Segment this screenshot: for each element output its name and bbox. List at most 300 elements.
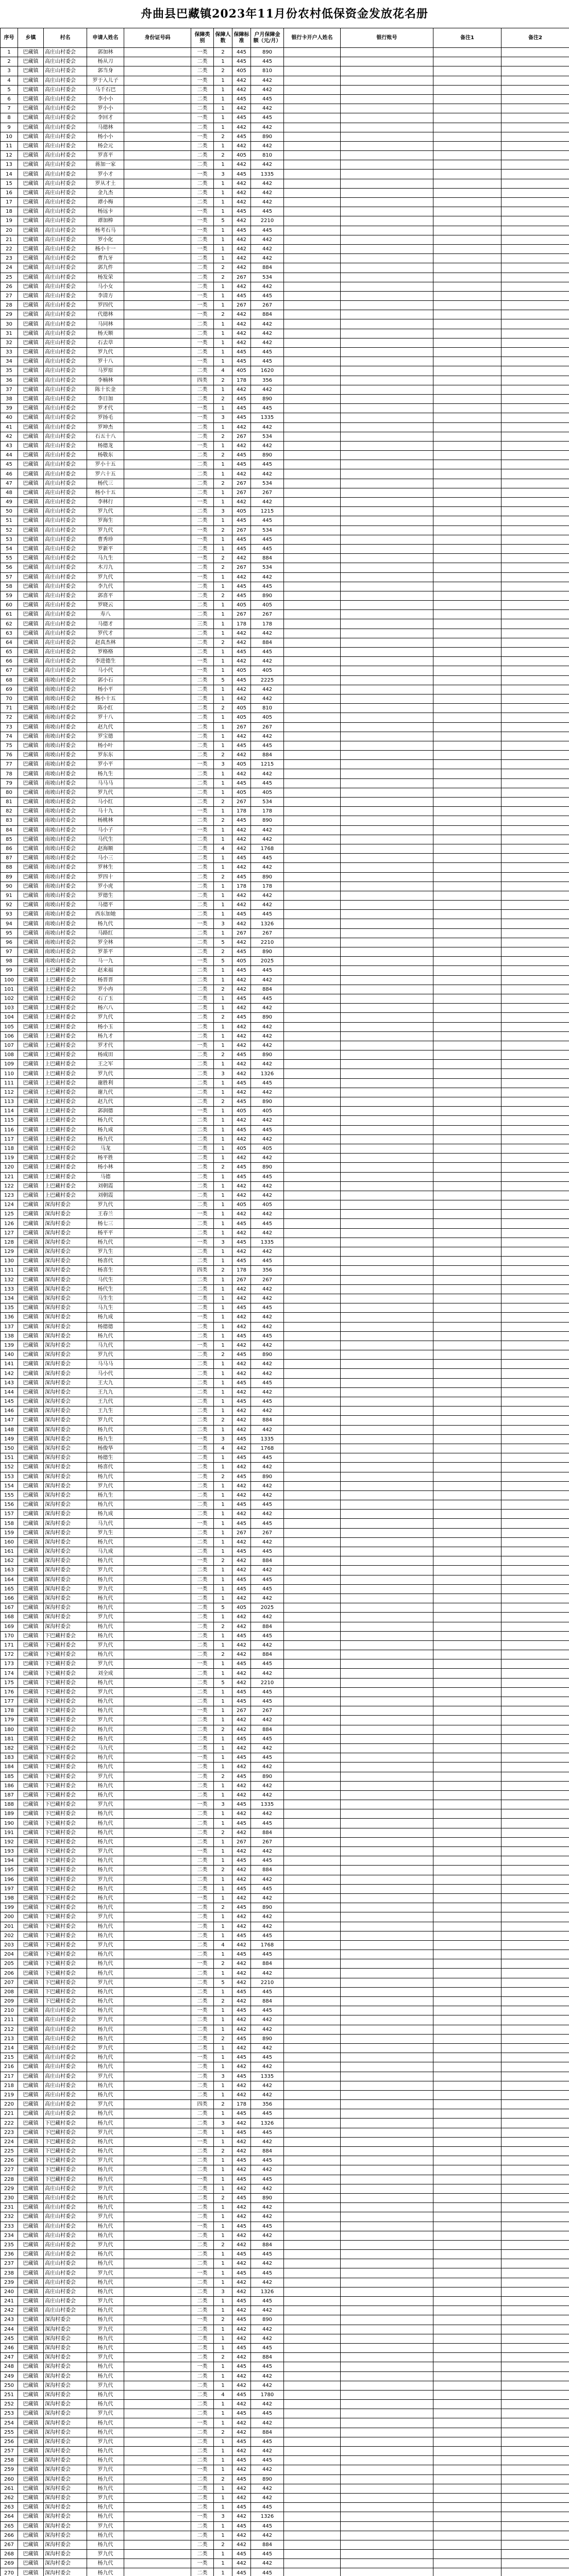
account-holder-cell xyxy=(284,2184,341,2193)
town-cell: 巴藏镇 xyxy=(18,1931,44,1940)
applicant-name-cell: 杨会元 xyxy=(87,141,124,150)
table-row xyxy=(1,1716,569,1725)
standard-cell: 442 xyxy=(232,2090,251,2099)
row-index: 179 xyxy=(1,1716,18,1725)
account-holder-cell xyxy=(284,1884,341,1893)
village-cell: 下巴藏村委会 xyxy=(44,1950,87,1959)
row-index: 232 xyxy=(1,2212,18,2222)
id-number-cell xyxy=(124,1566,191,1575)
row-index: 63 xyxy=(1,629,18,638)
applicant-name-cell: 杨喜生 xyxy=(87,1266,124,1275)
applicant-name-cell: 杨九代 xyxy=(87,1753,124,1762)
table-row xyxy=(1,310,569,319)
people-count-cell: 1 xyxy=(214,1116,232,1125)
account-holder-cell xyxy=(284,1819,341,1828)
monthly-amount-cell: 442 xyxy=(251,2090,284,2099)
applicant-name-cell: 李小小 xyxy=(87,94,124,104)
applicant-name-cell: 杨九代 xyxy=(87,1790,124,1800)
id-number-cell xyxy=(124,657,191,666)
account-holder-cell xyxy=(284,1397,341,1406)
row-index: 222 xyxy=(1,2119,18,2128)
row-index: 54 xyxy=(1,544,18,553)
people-count-cell: 1 xyxy=(214,1809,232,1819)
note2-cell xyxy=(501,48,569,57)
people-count-cell: 2 xyxy=(214,2193,232,2202)
note1-cell xyxy=(433,254,501,263)
town-cell: 巴藏镇 xyxy=(18,1547,44,1556)
people-count-cell: 1 xyxy=(214,769,232,778)
monthly-amount-cell: 534 xyxy=(251,563,284,572)
town-cell: 巴藏镇 xyxy=(18,535,44,544)
people-count-cell: 2 xyxy=(214,376,232,385)
bank-account-cell xyxy=(341,160,433,170)
village-cell: 深沟村委会 xyxy=(44,2493,87,2502)
account-holder-cell xyxy=(284,207,341,216)
bank-account-cell xyxy=(341,2493,433,2502)
bank-account-cell xyxy=(341,329,433,338)
bank-account-cell xyxy=(341,760,433,769)
applicant-name-cell: 马九代 xyxy=(87,1743,124,1753)
row-index: 130 xyxy=(1,1257,18,1266)
monthly-amount-cell: 884 xyxy=(251,751,284,760)
standard-cell: 442 xyxy=(232,938,251,947)
account-holder-cell xyxy=(284,57,341,66)
town-cell: 巴藏镇 xyxy=(18,563,44,572)
row-index: 118 xyxy=(1,1144,18,1153)
bank-account-cell xyxy=(341,2297,433,2306)
applicant-name-cell: 杨九代 xyxy=(87,2540,124,2549)
note1-cell xyxy=(433,113,501,123)
id-number-cell xyxy=(124,1510,191,1519)
standard-cell: 405 xyxy=(232,713,251,722)
town-cell: 巴藏镇 xyxy=(18,366,44,376)
row-index: 159 xyxy=(1,1528,18,1537)
village-cell: 高庄山村委会 xyxy=(44,516,87,526)
applicant-name-cell: 罗九代 xyxy=(87,2015,124,2025)
note2-cell xyxy=(501,1313,569,1322)
row-index: 109 xyxy=(1,1060,18,1069)
note2-cell xyxy=(501,1284,569,1294)
row-index: 96 xyxy=(1,938,18,947)
town-cell: 巴藏镇 xyxy=(18,2137,44,2146)
bank-account-cell xyxy=(341,1566,433,1575)
id-number-cell xyxy=(124,910,191,919)
bank-account-cell xyxy=(341,835,433,844)
standard-cell: 445 xyxy=(232,451,251,460)
town-cell: 巴藏镇 xyxy=(18,1537,44,1547)
note2-cell xyxy=(501,1603,569,1613)
table-row xyxy=(1,2447,569,2456)
standard-cell: 445 xyxy=(232,582,251,591)
category-cell: 一类 xyxy=(191,2006,214,2015)
monthly-amount-cell: 442 xyxy=(251,244,284,253)
note2-cell xyxy=(501,469,569,479)
note1-cell xyxy=(433,48,501,57)
account-holder-cell xyxy=(284,2015,341,2025)
people-count-cell: 1 xyxy=(214,2109,232,2119)
monthly-amount-cell: 442 xyxy=(251,85,284,94)
town-cell: 巴藏镇 xyxy=(18,1640,44,1650)
table-row xyxy=(1,844,569,853)
note2-cell xyxy=(501,1369,569,1378)
id-number-cell xyxy=(124,1031,191,1041)
town-cell: 巴藏镇 xyxy=(18,572,44,582)
row-index: 92 xyxy=(1,901,18,910)
village-cell: 高庄山村委会 xyxy=(44,66,87,76)
id-number-cell xyxy=(124,469,191,479)
table-row xyxy=(1,141,569,150)
id-number-cell xyxy=(124,1640,191,1650)
town-cell: 巴藏镇 xyxy=(18,1753,44,1762)
note2-cell xyxy=(501,2034,569,2043)
bank-account-cell xyxy=(341,357,433,366)
bank-account-cell xyxy=(341,2287,433,2296)
category-cell: 二类 xyxy=(191,1575,214,1584)
id-number-cell xyxy=(124,985,191,994)
note2-cell xyxy=(501,1078,569,1088)
standard-cell: 445 xyxy=(232,1125,251,1134)
village-cell: 下巴藏村委会 xyxy=(44,1866,87,1875)
note1-cell xyxy=(433,1294,501,1303)
town-cell: 巴藏镇 xyxy=(18,1069,44,1078)
note2-cell xyxy=(501,938,569,947)
row-index: 31 xyxy=(1,329,18,338)
bank-account-cell xyxy=(341,2503,433,2512)
bank-account-cell xyxy=(341,1912,433,1922)
standard-cell: 445 xyxy=(232,2437,251,2446)
town-cell: 巴藏镇 xyxy=(18,1416,44,1425)
applicant-name-cell: 杨平平 xyxy=(87,1228,124,1238)
note2-cell xyxy=(501,1228,569,1238)
standard-cell: 267 xyxy=(232,488,251,497)
monthly-amount-cell: 890 xyxy=(251,1013,284,1022)
category-cell: 二类 xyxy=(191,2409,214,2418)
applicant-name-cell: 罗九代 xyxy=(87,2100,124,2109)
row-index: 181 xyxy=(1,1734,18,1743)
monthly-amount-cell: 1768 xyxy=(251,844,284,853)
village-cell: 高庄山村委会 xyxy=(44,2306,87,2315)
id-number-cell xyxy=(124,1931,191,1940)
note1-cell xyxy=(433,798,501,807)
category-cell: 二类 xyxy=(191,1472,214,1481)
monthly-amount-cell: 2210 xyxy=(251,216,284,226)
people-count-cell: 1 xyxy=(214,1463,232,1472)
note2-cell xyxy=(501,835,569,844)
bank-account-cell xyxy=(341,901,433,910)
applicant-name-cell: 杨九代 xyxy=(87,2175,124,2184)
bank-account-cell xyxy=(341,2390,433,2399)
row-index: 195 xyxy=(1,1866,18,1875)
standard-cell: 445 xyxy=(232,1331,251,1341)
table-row xyxy=(1,882,569,891)
monthly-amount-cell: 442 xyxy=(251,1743,284,1753)
bank-account-cell xyxy=(341,2409,433,2418)
id-number-cell xyxy=(124,1978,191,1987)
standard-cell: 405 xyxy=(232,1107,251,1116)
standard-cell: 445 xyxy=(232,2409,251,2418)
note1-cell xyxy=(433,1716,501,1725)
row-index: 208 xyxy=(1,1987,18,1996)
account-holder-cell xyxy=(284,2025,341,2034)
note1-cell xyxy=(433,778,501,788)
account-holder-cell xyxy=(284,1631,341,1640)
note2-cell xyxy=(501,2193,569,2202)
bank-account-cell xyxy=(341,591,433,600)
village-cell: 深沟村委会 xyxy=(44,2521,87,2531)
standard-cell: 442 xyxy=(232,254,251,263)
note1-cell xyxy=(433,1041,501,1050)
standard-cell: 442 xyxy=(232,1022,251,1031)
category-cell: 二类 xyxy=(191,385,214,394)
village-cell: 南坡山村委会 xyxy=(44,901,87,910)
category-cell: 二类 xyxy=(191,1060,214,1069)
people-count-cell: 3 xyxy=(214,919,232,928)
people-count-cell: 1 xyxy=(214,301,232,310)
town-cell: 巴藏镇 xyxy=(18,619,44,629)
people-count-cell: 2 xyxy=(214,1725,232,1734)
row-index: 70 xyxy=(1,694,18,703)
category-cell: 二类 xyxy=(191,910,214,919)
account-holder-cell xyxy=(284,2306,341,2315)
bank-account-cell xyxy=(341,1622,433,1631)
village-cell: 高庄山村委会 xyxy=(44,188,87,197)
account-holder-cell xyxy=(284,479,341,488)
village-cell: 高庄山村委会 xyxy=(44,572,87,582)
applicant-name-cell: 马九生 xyxy=(87,554,124,563)
note1-cell xyxy=(433,1847,501,1856)
id-number-cell xyxy=(124,2119,191,2128)
category-cell: 二类 xyxy=(191,1772,214,1781)
standard-cell: 178 xyxy=(232,619,251,629)
table-row xyxy=(1,675,569,685)
standard-cell: 442 xyxy=(232,1247,251,1257)
town-cell: 巴藏镇 xyxy=(18,160,44,170)
village-cell: 高庄山村委会 xyxy=(44,244,87,253)
town-cell: 巴藏镇 xyxy=(18,1453,44,1463)
monthly-amount-cell: 445 xyxy=(251,1575,284,1584)
standard-cell: 442 xyxy=(232,1444,251,1453)
table-row xyxy=(1,151,569,160)
category-cell: 一类 xyxy=(191,1800,214,1809)
account-holder-cell xyxy=(284,994,341,1003)
note1-cell xyxy=(433,2287,501,2296)
people-count-cell: 1 xyxy=(214,835,232,844)
people-count-cell: 1 xyxy=(214,1284,232,1294)
note2-cell xyxy=(501,1613,569,1622)
category-cell: 一类 xyxy=(191,2053,214,2062)
note2-cell xyxy=(501,1575,569,1584)
id-number-cell xyxy=(124,2353,191,2362)
monthly-amount-cell: 442 xyxy=(251,694,284,703)
standard-cell: 442 xyxy=(232,554,251,563)
monthly-amount-cell: 442 xyxy=(251,282,284,291)
note2-cell xyxy=(501,2287,569,2296)
category-cell: 一类 xyxy=(191,666,214,675)
table-row xyxy=(1,1893,569,1903)
row-index: 25 xyxy=(1,273,18,282)
category-cell: 二类 xyxy=(191,1875,214,1884)
row-index: 156 xyxy=(1,1500,18,1510)
town-cell: 巴藏镇 xyxy=(18,66,44,76)
account-holder-cell xyxy=(284,188,341,197)
town-cell: 巴藏镇 xyxy=(18,1107,44,1116)
people-count-cell: 1 xyxy=(214,1856,232,1866)
bank-account-cell xyxy=(341,76,433,85)
village-cell: 高庄山村委会 xyxy=(44,263,87,273)
category-cell: 一类 xyxy=(191,301,214,310)
bank-account-cell xyxy=(341,629,433,638)
applicant-name-cell: 杨九代 xyxy=(87,2025,124,2034)
standard-cell: 267 xyxy=(232,928,251,938)
table-row xyxy=(1,1950,569,1959)
category-cell: 一类 xyxy=(191,919,214,928)
header-row xyxy=(1,28,569,48)
note2-cell xyxy=(501,966,569,975)
id-number-cell xyxy=(124,1434,191,1444)
people-count-cell: 2 xyxy=(214,872,232,882)
town-cell: 巴藏镇 xyxy=(18,1987,44,1996)
bank-account-cell xyxy=(341,1734,433,1743)
id-number-cell xyxy=(124,57,191,66)
category-cell: 二类 xyxy=(191,460,214,469)
table-row xyxy=(1,1631,569,1640)
row-index: 171 xyxy=(1,1640,18,1650)
town-cell: 巴藏镇 xyxy=(18,2559,44,2568)
note2-cell xyxy=(501,451,569,460)
standard-cell: 445 xyxy=(232,170,251,179)
note1-cell xyxy=(433,1997,501,2006)
note1-cell xyxy=(433,94,501,104)
monthly-amount-cell: 1620 xyxy=(251,366,284,376)
note1-cell xyxy=(433,273,501,282)
applicant-name-cell: 罗小十五 xyxy=(87,460,124,469)
applicant-name-cell: 杨九代 xyxy=(87,1959,124,1969)
town-cell: 巴藏镇 xyxy=(18,1781,44,1790)
standard-cell: 442 xyxy=(232,769,251,778)
account-holder-cell xyxy=(284,498,341,507)
row-index: 235 xyxy=(1,2240,18,2249)
standard-cell: 445 xyxy=(232,994,251,1003)
people-count-cell: 1 xyxy=(214,1819,232,1828)
id-number-cell xyxy=(124,2521,191,2531)
note2-cell xyxy=(501,66,569,76)
row-index: 176 xyxy=(1,1687,18,1697)
note1-cell xyxy=(433,1697,501,1706)
table-row xyxy=(1,2362,569,2371)
account-holder-cell xyxy=(284,1856,341,1866)
table-row xyxy=(1,1378,569,1387)
note2-cell xyxy=(501,816,569,825)
account-holder-cell xyxy=(284,1922,341,1931)
table-row xyxy=(1,619,569,629)
category-cell: 二类 xyxy=(191,198,214,207)
category-cell: 二类 xyxy=(191,778,214,788)
row-index: 48 xyxy=(1,488,18,497)
town-cell: 巴藏镇 xyxy=(18,2456,44,2465)
note1-cell xyxy=(433,685,501,694)
row-index: 270 xyxy=(1,2568,18,2576)
note2-cell xyxy=(501,629,569,638)
town-cell: 巴藏镇 xyxy=(18,657,44,666)
people-count-cell: 1 xyxy=(214,1950,232,1959)
note1-cell xyxy=(433,1238,501,1247)
village-cell: 深沟村委会 xyxy=(44,1453,87,1463)
id-number-cell xyxy=(124,1191,191,1200)
id-number-cell xyxy=(124,1134,191,1144)
note1-cell xyxy=(433,1528,501,1537)
monthly-amount-cell: 442 xyxy=(251,1294,284,1303)
note1-cell xyxy=(433,760,501,769)
people-count-cell: 1 xyxy=(214,1687,232,1697)
monthly-amount-cell: 442 xyxy=(251,2418,284,2428)
note2-cell xyxy=(501,2072,569,2081)
town-cell: 巴藏镇 xyxy=(18,610,44,619)
row-index: 74 xyxy=(1,732,18,741)
row-index: 253 xyxy=(1,2409,18,2418)
applicant-name-cell: 杨九代 xyxy=(87,1837,124,1846)
people-count-cell: 1 xyxy=(214,1875,232,1884)
table-row xyxy=(1,1556,569,1566)
applicant-name-cell: 杨九代 xyxy=(87,1556,124,1566)
village-cell: 高庄山村委会 xyxy=(44,507,87,516)
account-holder-cell xyxy=(284,1125,341,1134)
category-cell: 一类 xyxy=(191,1893,214,1903)
category-cell: 二类 xyxy=(191,704,214,713)
town-cell: 巴藏镇 xyxy=(18,1378,44,1387)
village-cell: 深沟村委会 xyxy=(44,1369,87,1378)
applicant-name-cell: 罗九代 xyxy=(87,2297,124,2306)
monthly-amount-cell: 884 xyxy=(251,1556,284,1566)
note1-cell xyxy=(433,2053,501,2062)
id-number-cell xyxy=(124,319,191,329)
village-cell: 高庄山村委会 xyxy=(44,469,87,479)
note2-cell xyxy=(501,685,569,694)
applicant-name-cell: 李进德生 xyxy=(87,657,124,666)
account-holder-cell xyxy=(284,141,341,150)
monthly-amount-cell: 405 xyxy=(251,601,284,610)
category-cell: 一类 xyxy=(191,357,214,366)
account-holder-cell xyxy=(284,1790,341,1800)
row-index: 76 xyxy=(1,751,18,760)
note2-cell xyxy=(501,1809,569,1819)
applicant-name-cell: 马九生 xyxy=(87,1303,124,1313)
account-holder-cell xyxy=(284,2193,341,2202)
note1-cell xyxy=(433,694,501,703)
note2-cell xyxy=(501,2100,569,2109)
town-cell: 巴藏镇 xyxy=(18,1341,44,1350)
id-number-cell xyxy=(124,1453,191,1463)
row-index: 201 xyxy=(1,1922,18,1931)
account-holder-cell xyxy=(284,582,341,591)
bank-account-cell xyxy=(341,1856,433,1866)
category-cell: 二类 xyxy=(191,507,214,516)
row-index: 91 xyxy=(1,891,18,900)
people-count-cell: 1 xyxy=(214,1510,232,1519)
category-cell: 二类 xyxy=(191,2278,214,2287)
bank-account-cell xyxy=(341,2231,433,2240)
monthly-amount-cell: 267 xyxy=(251,610,284,619)
village-cell: 南坡山村委会 xyxy=(44,872,87,882)
table-row xyxy=(1,1116,569,1125)
table-row xyxy=(1,1510,569,1519)
account-holder-cell xyxy=(284,704,341,713)
standard-cell: 442 xyxy=(232,2418,251,2428)
note2-cell xyxy=(501,441,569,450)
monthly-amount-cell: 442 xyxy=(251,975,284,985)
category-cell: 二类 xyxy=(191,985,214,994)
row-index: 161 xyxy=(1,1547,18,1556)
row-index: 124 xyxy=(1,1200,18,1210)
